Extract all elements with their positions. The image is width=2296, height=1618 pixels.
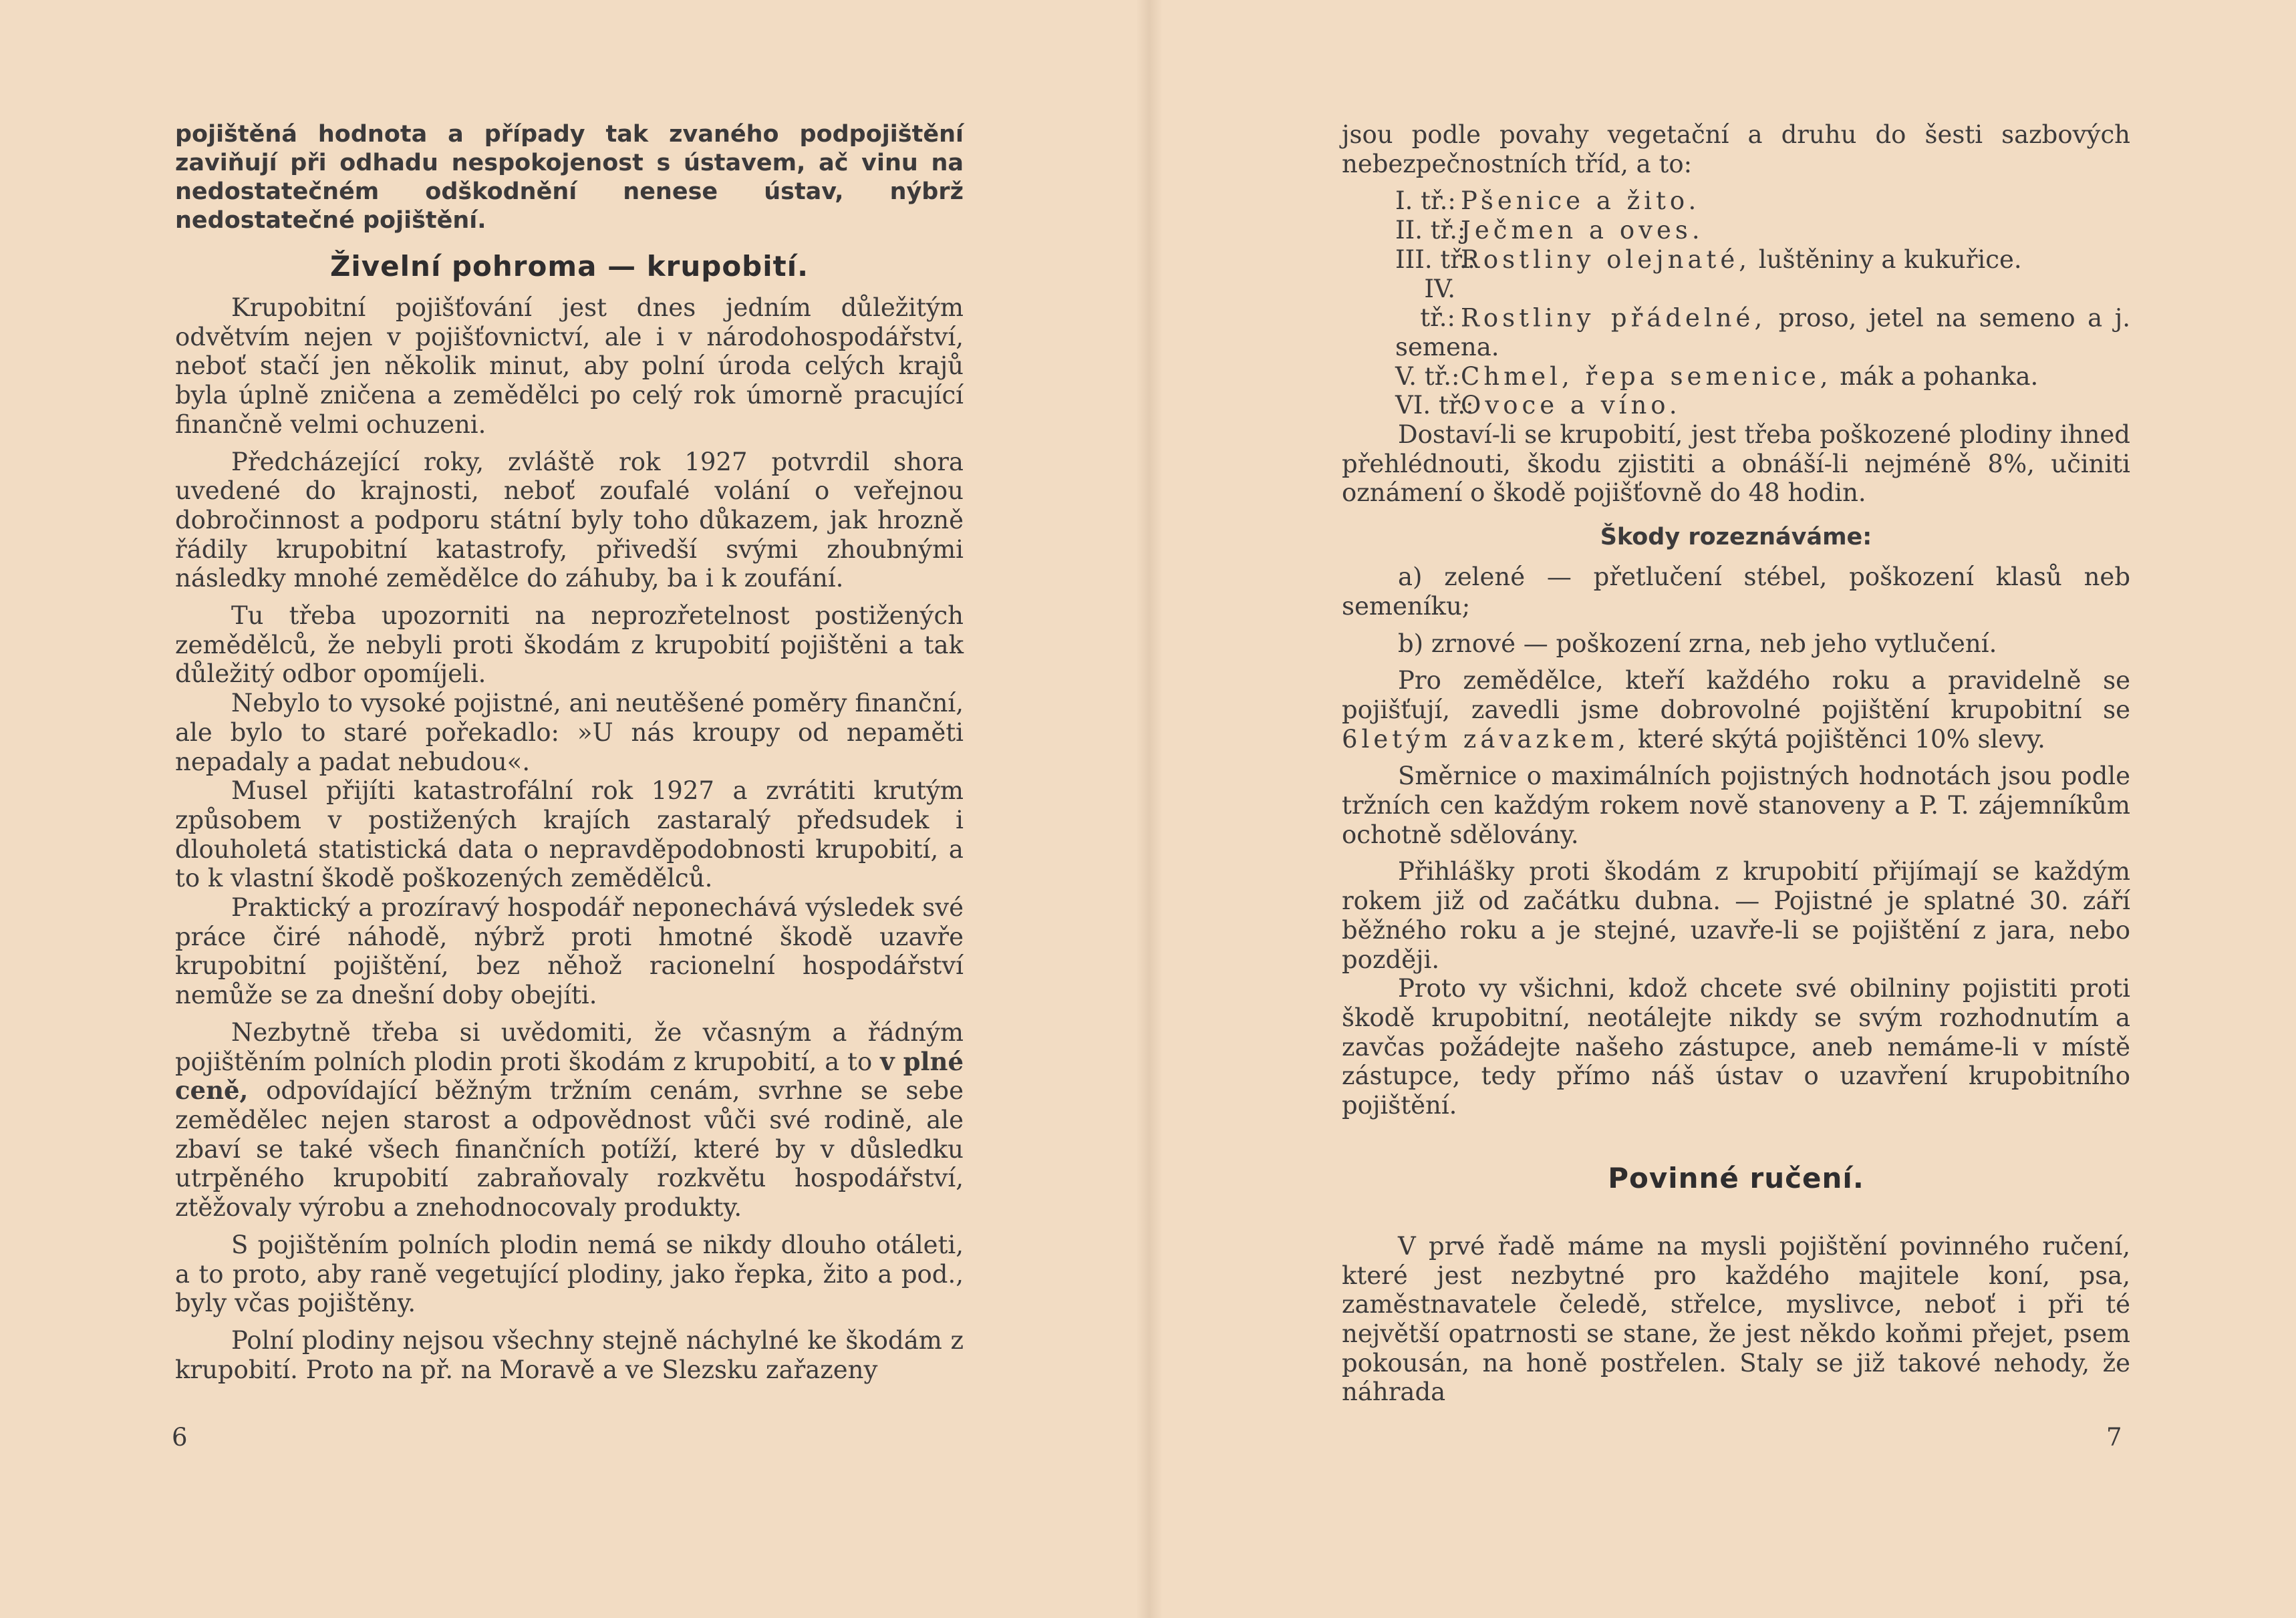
paragraph: Proto vy všichni, kdož chcete své obilniny pojistiti proti škodě krupobitní, neotálejte nikdy se svým rozhodnutím a zavčas požádejte našeho zástupce, aneb nemáme-li v místě zástupce, tedy přímo náš ústav o uzavření krupobitního pojištění. bbox=[1342, 974, 2130, 1120]
right-body-3 bbox=[1342, 1232, 2130, 1407]
paragraph: V prvé řadě máme na mysli pojištění povinného ručení, které jest nezbytné pro každého majitele koní, psa, zaměstnavatele čeledě, střelce, myslivce, neboť i při té největší opatrnosti se stane, že jest někdo koňmi přejet, psem pokousán, na honě postřelen. Staly se již takové nehody, že náhrada bbox=[1342, 1231, 2130, 1407]
paragraph: Přihlášky proti škodám z krupobití přijímají se každým rokem již od začátku dubna. — Pojistné je splatné 30. září běžného roku a je stejné, uzavře-li se pojištění z jara, nebo později. bbox=[1342, 857, 2130, 974]
class-crops: Rostliny přádelné, bbox=[1461, 303, 1767, 333]
page-fold bbox=[1136, 0, 1163, 1618]
paragraph: Krupobitní pojišťování jest dnes jedním důležitým odvětvím nejen v pojišťovnictví, ale i v národohospodářství, neboť stačí jen několik minut, aby polní úroda celých krajů byla úplně zničena a zemědělci po celý rok úmorně pracující finančně velmi ochuzeni. bbox=[175, 293, 964, 439]
class-crops-rest: proso, jetel na semeno a j. semena. bbox=[1395, 303, 2130, 361]
page-number-right: 7 bbox=[2106, 1423, 2122, 1452]
emphasis: v plné ceně, bbox=[175, 1046, 964, 1106]
subheading-skody: Škody rozeznáváme: bbox=[1600, 524, 1872, 551]
paragraph: Směrnice o maximálních pojistných hodnotách jsou podle tržních cen každým rokem nově stanoveny a P. T. zájemníkům ochotně sdělovány. bbox=[1342, 762, 2130, 849]
class-row bbox=[1395, 391, 2130, 420]
section-heading-krupobiti: Živelní pohroma — krupobití. bbox=[329, 250, 809, 283]
left-body bbox=[175, 293, 964, 1384]
class-row bbox=[1395, 275, 2130, 362]
class-crops: Pšenice a žito. bbox=[1461, 186, 1701, 216]
right-body bbox=[1342, 120, 2130, 508]
paragraph: Předcházející roky, zvláště rok 1927 potvrdil shora uvedené do krajnosti, neboť zoufalé volání o veřejnou dobročinnost a podporu státní byly toho důkazem, jak hrozně řádily krupobitní katastrofy, přivedší svými zhoubnými následky mnohé zemědělce do záhuby, ba i k zoufání. bbox=[175, 447, 964, 593]
paragraph: Musel přijíti katastrofální rok 1927 a zvrátiti krutým způsobem v postižených krajích zastaralý předsudek i dlouholetá statistická data o nepravděpodobnosti krupobití, a to k vlastní škodě poškozených zemědělců. bbox=[175, 776, 964, 893]
paragraph: S pojištěním polních plodin nemá se nikdy dlouho otáleti, a to proto, aby raně vegetující plodiny, jako řepka, žito a pod., byly včas pojištěny. bbox=[175, 1230, 964, 1318]
lead-paragraph: pojištěná hodnota a případy tak zvaného podpojištění zaviňují při odhadu nespokojenost s ústavem, ač vinu na nedostatečném odškodnění nenese ústav, nýbrž nedostatečné pojištění. bbox=[175, 121, 964, 234]
right-page bbox=[1342, 120, 2130, 1407]
paragraph: Dostaví-li se krupobití, jest třeba poškozené plodiny ihned přehlédnouti, škodu zjistiti a obnáší-li nejméně 8%, učiniti oznámení o škodě pojišťovně do 48 hodin. bbox=[1342, 420, 2130, 508]
class-number: I. tř.: bbox=[1395, 186, 1456, 216]
paragraph bbox=[175, 1018, 964, 1223]
paragraph: Praktický a prozíravý hospodář neponechává výsledek své práce čiré náhodě, nýbrž proti hmotné škodě uzavře krupobitní pojištění, bez něhož racionelní hospodářství nemůže se za dnešní doby obejíti. bbox=[175, 893, 964, 1010]
class-crops: Chmel, řepa semenice, bbox=[1461, 361, 1832, 391]
paragraph: jsou podle povahy vegetační a druhu do šesti sazbových nebezpečnostních tříd, a to: bbox=[1342, 120, 2130, 178]
class-row bbox=[1395, 362, 2130, 391]
text-span: Pro zemědělce, kteří každého roku a pravidelně se pojišťují, zavedli jsme dobrovolné pojištění krupobitní se bbox=[1342, 666, 2130, 724]
page-number-left: 6 bbox=[172, 1423, 188, 1452]
hazard-classes-list bbox=[1342, 186, 2130, 420]
class-number: V. tř.: bbox=[1395, 361, 1460, 391]
right-body-2 bbox=[1342, 562, 2130, 1120]
class-number: VI. tř.: bbox=[1395, 391, 1474, 420]
class-crops: Rostliny olejnaté, bbox=[1461, 245, 1751, 274]
class-number: III. tř.: bbox=[1395, 245, 1476, 274]
class-row bbox=[1395, 186, 2130, 216]
class-crops-rest: mák a pohanka. bbox=[1832, 361, 2039, 391]
paragraph: Nebylo to vysoké pojistné, ani neutěšené poměry finanční, ale bylo to staré pořekadlo: »U nás kroupy od nepaměti nepadaly a padat nebudou«. bbox=[175, 689, 964, 776]
paragraph bbox=[1342, 666, 2130, 754]
emphasis-spaced: 6letým závazkem, bbox=[1342, 724, 1630, 754]
list-item-b: b) zrnové — poškození zrna, neb jeho vytlučení. bbox=[1398, 629, 1997, 658]
class-number: II. tř.: bbox=[1395, 216, 1466, 245]
left-page bbox=[175, 120, 964, 1384]
paragraph: Tu třeba upozorniti na neprozřetelnost postižených zemědělců, že nebyli proti škodám z krupobití pojištěni a tak důležitý odbor opomíjeli. bbox=[175, 601, 964, 689]
class-number: IV. tř.: bbox=[1420, 274, 1455, 333]
text-span: Nezbytně třeba si uvědomiti, že včasným a řádným pojištěním polních plodin proti škodám z krupobití, a to bbox=[175, 1017, 964, 1076]
list-item-a: a) zelené — přetlučení stébel, poškození klasů neb semeníku; bbox=[1342, 562, 2130, 621]
paragraph: Polní plodiny nejsou všechny stejně náchylné ke škodám z krupobití. Proto na př. na Moravě a ve Slezsku zařazeny bbox=[175, 1325, 964, 1384]
class-crops: Ovoce a víno. bbox=[1461, 391, 1681, 420]
section-heading-povinne-ruceni: Povinné ručení. bbox=[1608, 1161, 1864, 1194]
class-crops: Ječmen a oves. bbox=[1461, 216, 1704, 245]
text-span: které skýtá pojištěnci 10% slevy. bbox=[1630, 724, 2045, 754]
class-row bbox=[1395, 245, 2130, 275]
class-crops-rest: luštěniny a kukuřice. bbox=[1751, 245, 2022, 274]
class-row bbox=[1395, 216, 2130, 245]
text-span: odpovídající běžným tržním cenám, svrhne se sebe zemědělec nejen starost a odpovědnost vůči své rodině, ale zbaví se také všech finančních potíží, které by v důsledku utrpěného krupobití zabraňovaly rozkvětu hospodářství, ztěžovaly výrobu a znehodnocovaly produkty. bbox=[175, 1076, 964, 1223]
